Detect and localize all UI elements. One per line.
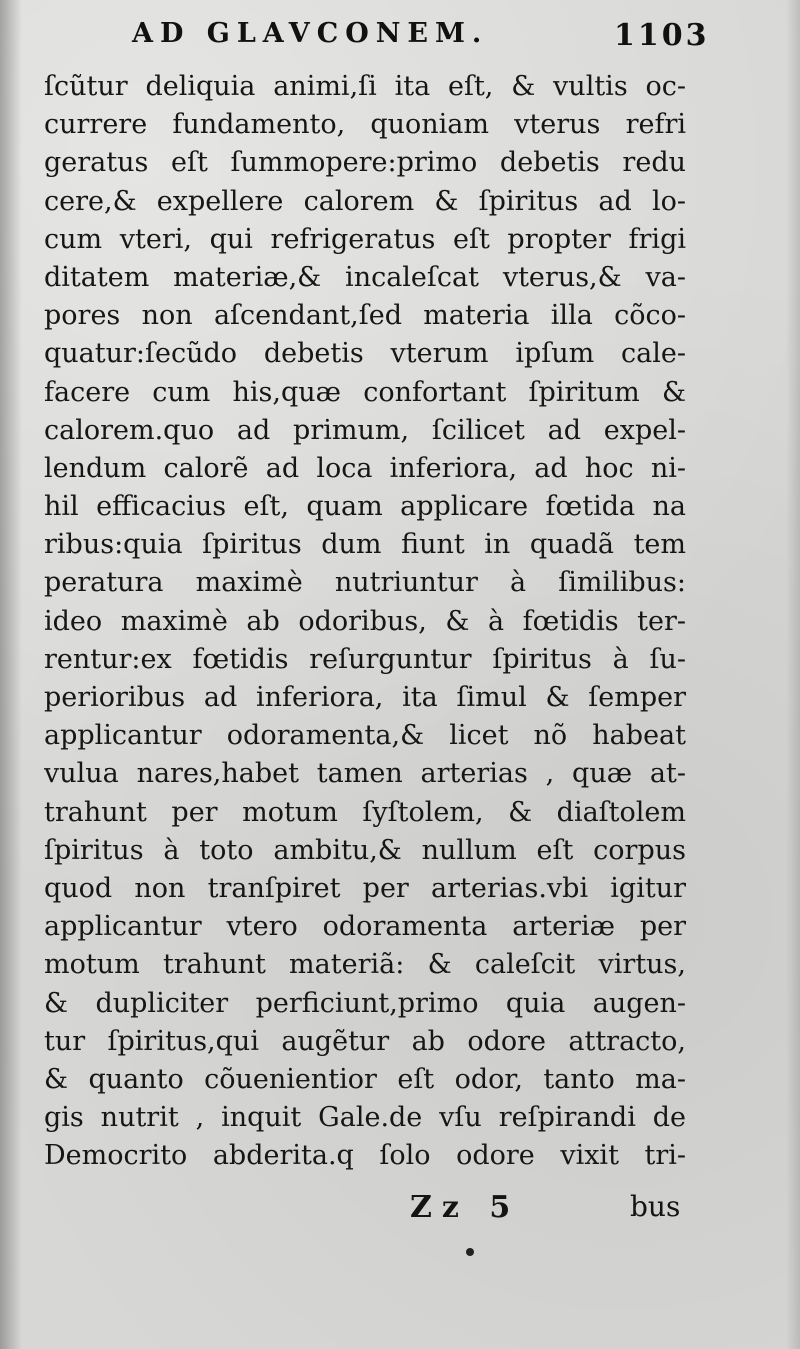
- text-line: & dupliciter perficiunt,primo quia augen-: [44, 987, 686, 1019]
- text-line: Democrito abderita.q ſolo odore vixit tri-: [44, 1140, 686, 1172]
- text-line: gis nutrit , inquit Gale.de vſu reſpirandi de: [44, 1102, 686, 1134]
- body-text: [44, 68, 686, 1175]
- page-number: 1103: [614, 18, 710, 53]
- text-line: & quanto cõuenientior eſt odor, tanto ma-: [44, 1063, 686, 1095]
- gutter-shadow: [0, 0, 22, 1349]
- text-line: ditatem materiæ,& incaleſcat vterus,& va-: [44, 261, 686, 293]
- text-line: hil efficacius eſt, quam applicare fœtida na: [44, 491, 686, 523]
- catchword: bus: [630, 1190, 681, 1223]
- text-line: calorem.quo ad primum, ſcilicet ad expel-: [44, 414, 686, 446]
- text-line: vulua nares,habet tamen arterias , quæ at-: [44, 758, 686, 790]
- text-line: peratura maximè nutriuntur à ſimilibus:: [44, 567, 686, 599]
- text-line: cere,& expellere calorem & ſpiritus ad lo-: [44, 185, 686, 217]
- text-line: geratus eſt ſummopere:primo debetis redu: [44, 147, 686, 179]
- text-line: quatur:ſecũdo debetis vterum ipſum cale-: [44, 338, 686, 370]
- text-line: currere fundamento, quoniam vterus refri: [44, 109, 686, 141]
- text-line: perioribus ad inferiora, ita ſimul & ſemper: [44, 682, 686, 713]
- text-line: quod non tranſpiret per arterias.vbi igitur: [44, 872, 686, 904]
- text-line: trahunt per motum ſyſtolem, & diaſtolem: [44, 796, 686, 828]
- text-line: ideo maximè ab odoribus, & à fœtidis ter-: [44, 605, 686, 637]
- text-line: pores non aſcendant,ſed materia illa cõco-: [44, 300, 686, 332]
- text-line: applicantur odoramenta,& licet nõ habeat: [44, 720, 686, 752]
- signature-mark: Zz 5: [410, 1190, 521, 1225]
- ink-spot: [466, 1248, 474, 1256]
- text-line: lendum calorẽ ad loca inferiora, ad hoc ni-: [44, 452, 686, 484]
- text-line: applicantur vtero odoramenta arteriæ per: [44, 911, 686, 943]
- text-line: ſcũtur deliquia animi,ſi ita eſt, & vultis oc-: [44, 71, 686, 102]
- text-line: rentur:ex fœtidis reſurguntur ſpiritus à ſu-: [44, 643, 686, 675]
- page-edge-shadow: [786, 0, 800, 1349]
- text-line: ribus:quia ſpiritus dum fiunt in quadã tem: [44, 529, 686, 561]
- text-line: motum trahunt materiã: & caleſcit virtus,: [44, 949, 686, 981]
- text-line: tur ſpiritus,qui augẽtur ab odore attracto,: [44, 1025, 686, 1057]
- text-line: facere cum his,quæ confortant ſpiritum &: [44, 376, 686, 408]
- text-line: cum vteri, qui refrigeratus eſt propter frigi: [44, 223, 686, 255]
- text-line: ſpiritus à toto ambitu,& nullum eſt corpus: [44, 834, 686, 866]
- running-head: AD GLAVCONEM.: [132, 18, 489, 49]
